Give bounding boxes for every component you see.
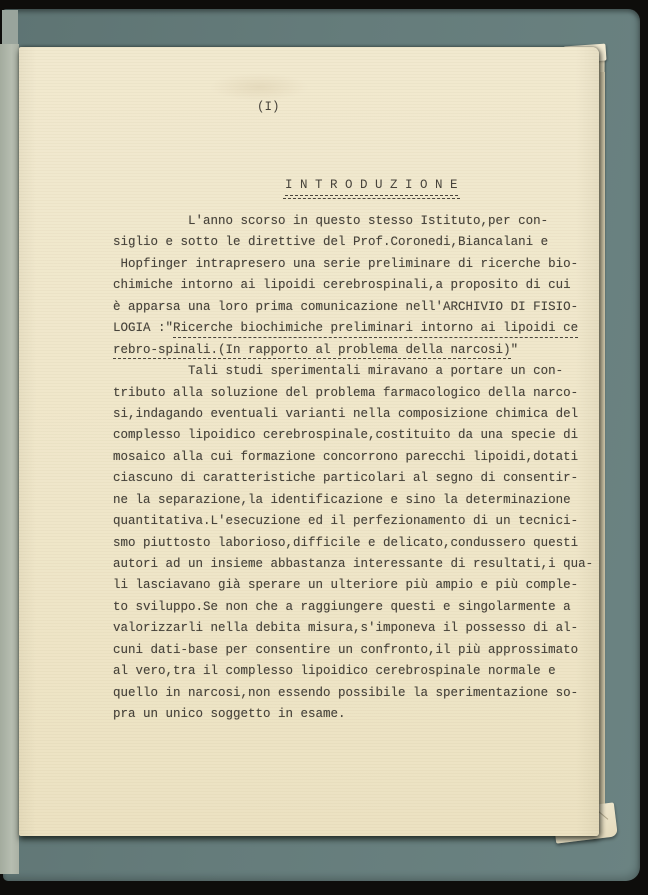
text-segment: to sviluppo.Se non che a raggiungere questi e singolarmente a <box>113 599 571 614</box>
text-segment: Tali studi sperimentali miravano a portare un con- <box>113 364 564 379</box>
text-line <box>113 340 593 361</box>
text-segment: L'anno scorso in questo stesso Istituto,per con- <box>113 214 549 228</box>
text-line <box>113 575 593 596</box>
text-segment: Hopfinger intrapresero una serie preliminare di ricerche bio- <box>113 256 579 271</box>
typewritten-text <box>113 211 593 726</box>
text-line <box>113 704 593 725</box>
text-segment: si,indagando eventuali varianti nella composizione chimica del <box>113 406 579 421</box>
text-line <box>113 511 593 532</box>
text-line <box>113 361 593 382</box>
section-title-text: I N T R O D U Z I O N E <box>285 178 458 196</box>
document-page <box>19 47 599 836</box>
text-segment: LOGIA :" <box>113 321 174 336</box>
text-segment: quantitativa.L'esecuzione ed il perfezionamento di un tecnici- <box>113 514 579 529</box>
text-line <box>113 232 593 253</box>
text-segment: tributo alla soluzione del problema farmacologico della narco- <box>113 385 579 400</box>
binding-hinge-top <box>2 10 18 47</box>
text-line <box>113 425 593 446</box>
text-line <box>113 468 593 489</box>
text-segment: li lasciavano già sperare un ulteriore più ampio e più comple- <box>113 578 579 593</box>
text-line <box>113 661 593 682</box>
text-segment: " <box>510 342 519 357</box>
underlined-text-segment: Ricerche biochimiche preliminari intorno ai lipoidi ce <box>173 321 578 338</box>
text-segment: cuni dati-base per consentire un confronto,il più approssimato <box>113 642 579 657</box>
text-line <box>113 404 593 425</box>
text-line <box>113 275 593 296</box>
text-segment: autori ad un insieme abbastanza interessante di resultati,i qua- <box>113 557 594 571</box>
text-line <box>113 254 593 275</box>
text-segment: pra un unico soggetto in esame. <box>113 707 346 722</box>
underlined-text-segment: rebro-spinali.(In rapporto al problema della narcosi) <box>113 343 511 360</box>
text-line <box>113 447 593 468</box>
text-line <box>113 554 593 575</box>
page-number: (I) <box>257 100 280 114</box>
text-segment: quello in narcosi,non essendo possibile la sperimentazione so- <box>113 685 579 700</box>
text-segment: è apparsa una loro prima comunicazione nell'ARCHIVIO DI FISIO- <box>113 299 579 314</box>
text-segment: smo piuttosto laborioso,difficile e delicato,condussero questi <box>113 535 579 550</box>
text-segment: siglio e sotto le direttive del Prof.Coronedi,Biancalani e <box>113 235 549 250</box>
binding-hinge-strip <box>0 44 19 874</box>
text-line <box>113 597 593 618</box>
text-segment: ne la separazione,la identificazione e sino la determinazione <box>113 492 571 507</box>
text-line <box>113 318 593 339</box>
text-line <box>113 490 593 511</box>
text-line <box>113 640 593 661</box>
text-line <box>113 533 593 554</box>
text-segment: mosaico alla cui formazione concorrono parecchi lipoidi,dotati <box>113 449 579 464</box>
text-segment: al vero,tra il complesso lipoidico cerebrospinale normale e <box>113 664 556 679</box>
text-segment: complesso lipoidico cerebrospinale,costituito da una specie di <box>113 428 579 443</box>
text-line <box>113 211 593 232</box>
text-segment: ciascuno di caratteristiche particolari al segno di consentir- <box>113 471 579 486</box>
text-line <box>113 618 593 639</box>
text-line <box>113 297 593 318</box>
section-title <box>255 164 458 210</box>
page-stack-edge <box>600 72 605 810</box>
text-segment: valorizzarli nella debita misura,s'imponeva il possesso di al- <box>113 621 579 636</box>
text-line <box>113 383 593 404</box>
text-segment: chimiche intorno ai lipoidi cerebrospinali,a proposito di cui <box>113 278 571 293</box>
text-line <box>113 683 593 704</box>
